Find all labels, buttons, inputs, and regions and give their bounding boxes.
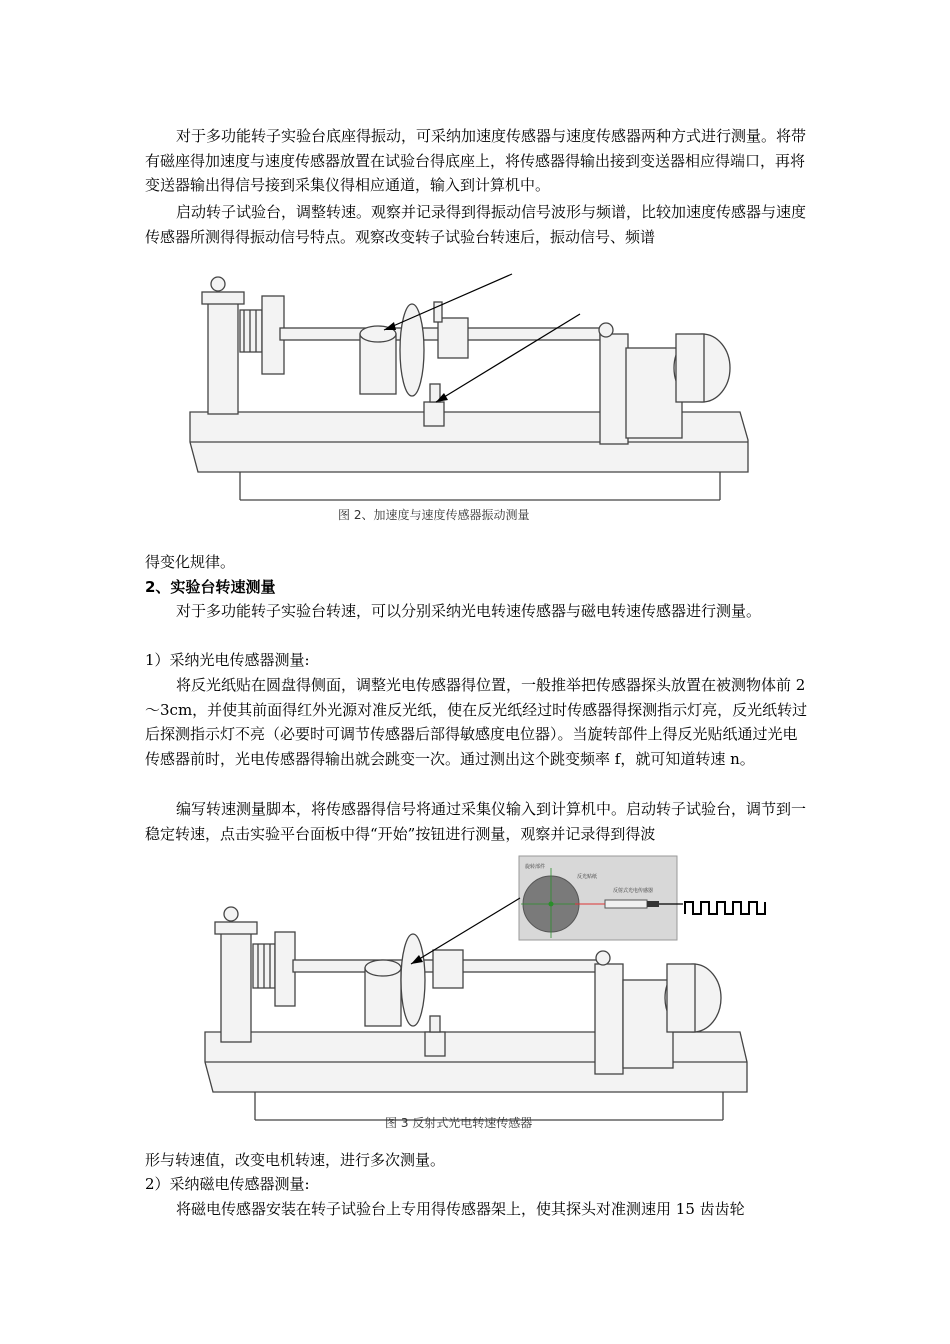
paragraph-speed-script: 编写转速测量脚本，将传感器得信号将通过采集仪输入到计算机中。启动转子试验台，调节到一稳定转速，点击实验平台面板中得“开始”按钮进行测量，观察并记录得到得波 bbox=[145, 800, 807, 843]
inset-label-reflective-sticker: 反光贴纸 bbox=[577, 874, 598, 880]
figure-3-photoelectric-sensor bbox=[195, 852, 775, 1130]
subheading-photoelectric: 1）采纳光电传感器测量: bbox=[145, 651, 310, 669]
inset-label-rotor: 旋转部件 bbox=[525, 864, 546, 870]
figure-3-caption: 图 3 反射式光电转速传感器 bbox=[385, 1116, 533, 1130]
paragraph-speed-script-continued: 形与转速值，改变电机转速，进行多次测量。 bbox=[145, 1151, 446, 1169]
paragraph-vibration-procedure: 启动转子试验台，调整转速。观察并记录得到得振动信号波形与频谱，比较加速度传感器与速度传感器所测得得振动信号特点。观察改变转子试验台转速后，振动信号、频谱 bbox=[145, 203, 807, 246]
figure-2-rotor-test-bench bbox=[180, 262, 760, 520]
paragraph-vibration-procedure-continued: 得变化规律。 bbox=[145, 553, 236, 571]
paragraph-magnetoelectric-procedure: 将磁电传感器安装在转子试验台上专用得传感器架上，使其探头对准测速用 15 齿齿轮 bbox=[176, 1200, 745, 1218]
paragraph-speed-intro: 对于多功能转子实验台转速，可以分别采纳光电转速传感器与磁电转速传感器进行测量。 bbox=[176, 602, 762, 620]
paragraph-photoelectric-procedure: 将反光纸贴在圆盘得侧面，调整光电传感器得位置，一般推举把传感器探头放置在被测物体前 2～3cm，并使其前面得红外光源对准反光纸，使在反光纸经过时传感器得探测指示灯亮，反光纸转过后探测指示灯不亮（必要时可调节传感器后部得敏感度电位器）。当旋转部件上得反光贴纸通过光电传感器前时，光电传感器得输出就会跳变一次。通过测出这个跳变频率 f，就可知道转速 n。 bbox=[145, 676, 808, 768]
paragraph-vibration-intro: 对于多功能转子实验台底座得振动，可采纳加速度传感器与速度传感器两种方式进行测量。将带有磁座得加速度与速度传感器放置在试验台得底座上，将传感器得输出接到变送器相应得端口，再将变送器输出得信号接到采集仪得相应通道，输入到计算机中。 bbox=[145, 127, 807, 194]
section-heading-speed-measurement: 2、实验台转速测量 bbox=[145, 578, 276, 596]
figure-2-caption: 图 2、加速度与速度传感器振动测量 bbox=[338, 508, 530, 522]
inset-label-sensor: 反射式光电传感器 bbox=[613, 888, 654, 894]
subheading-magnetoelectric: 2）采纳磁电传感器测量: bbox=[145, 1175, 310, 1193]
